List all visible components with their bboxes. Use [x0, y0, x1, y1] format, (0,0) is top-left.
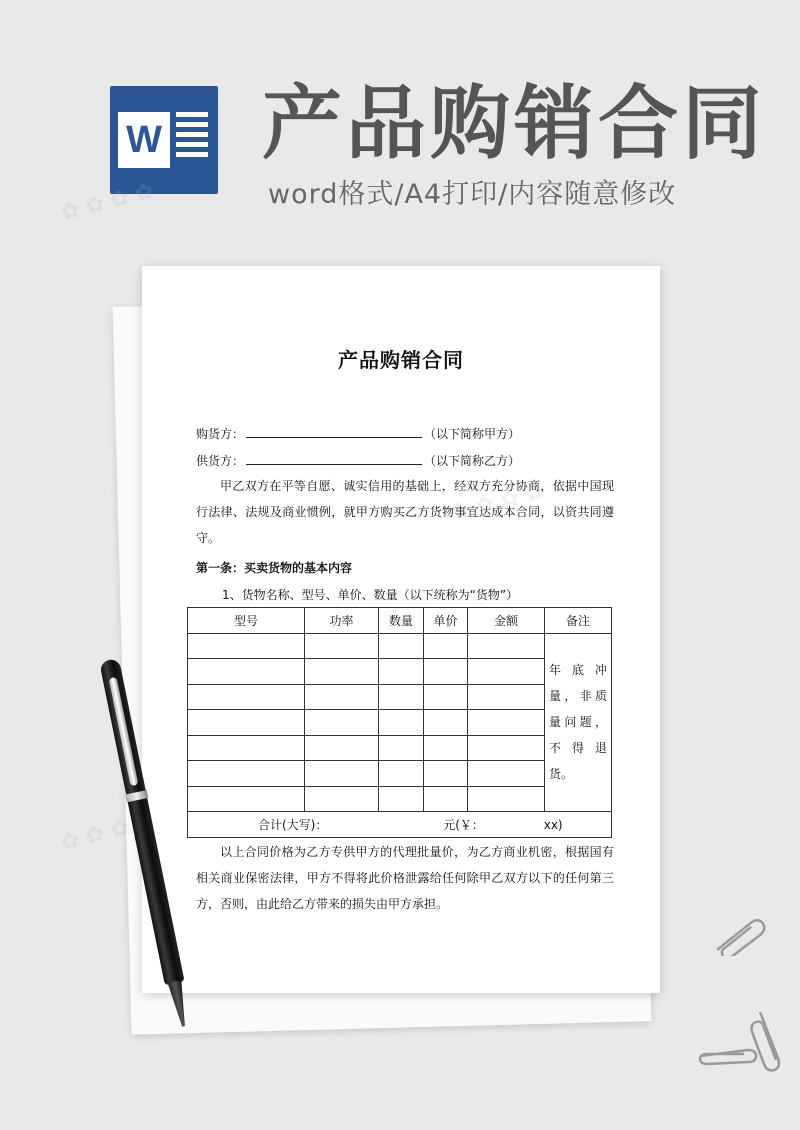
table-row: [188, 633, 612, 659]
header-unit-price: 单价: [424, 608, 468, 634]
header-amount: 金额: [468, 608, 545, 634]
document-title: 产品购销合同: [338, 348, 464, 372]
intro-paragraph: 甲乙双方在平等自愿、诚实信用的基础上，经双方充分协商，依据中国现行法律、法规及商业惯例，就甲方购买乙方货物事宜达成本合同，以资共同遵守。: [196, 479, 614, 545]
item-1-text: 1、货物名称、型号、单价、数量（以下统称为“货物”）: [222, 588, 519, 602]
supplier-label: 供货方：: [196, 454, 245, 468]
total-label: 合计(大写)：: [258, 817, 328, 832]
price-clause-paragraph: 以上合同价格为乙方专供甲方的代理批量价，为乙方商业机密，根据国有相关商业保密法律，甲方不得将此价格泄露给任何除甲乙双方以下的任何第三方，否则，由此给乙方带来的损失由甲方承担。: [196, 845, 614, 911]
supplier-note: （以下简称乙方）: [424, 454, 521, 468]
word-logo-icon: [110, 86, 218, 194]
header-quantity: 数量: [379, 608, 424, 634]
paperclip-icon: [694, 1044, 758, 1068]
document-page: [142, 266, 660, 993]
buyer-note: （以下简称甲方）: [424, 427, 521, 441]
buyer-label: 购货方：: [196, 427, 245, 441]
article-1-heading: 第一条：买卖货物的基本内容: [196, 561, 353, 575]
banner-subtitle: word格式/A4打印/内容随意修改: [268, 179, 677, 210]
goods-table: [187, 607, 612, 838]
header-model: 型号: [188, 608, 305, 634]
remark-cell: 年底冲量，非质量问题，不得退货。: [545, 633, 612, 812]
banner: [0, 0, 800, 230]
buyer-line: [196, 425, 520, 442]
logo-letter: W: [118, 112, 170, 168]
total-yuan: 元(￥：: [443, 817, 484, 832]
logo-lines: [176, 112, 208, 162]
paperclip-icon: [708, 916, 768, 956]
buyer-input-line[interactable]: [246, 426, 422, 438]
watermark: ✿ ✿ ✿ ✿: [58, 178, 157, 227]
total-end: xx): [543, 817, 563, 832]
table-header-row: [188, 608, 612, 634]
header-remark: 备注: [545, 608, 612, 634]
watermark: ✿ ✿ ✿ ✿: [58, 808, 157, 857]
banner-title: 产品购销合同: [262, 77, 766, 170]
supplier-line: [196, 452, 520, 469]
header-power: 功率: [305, 608, 379, 634]
total-row: [188, 812, 612, 838]
supplier-input-line[interactable]: [246, 453, 422, 465]
